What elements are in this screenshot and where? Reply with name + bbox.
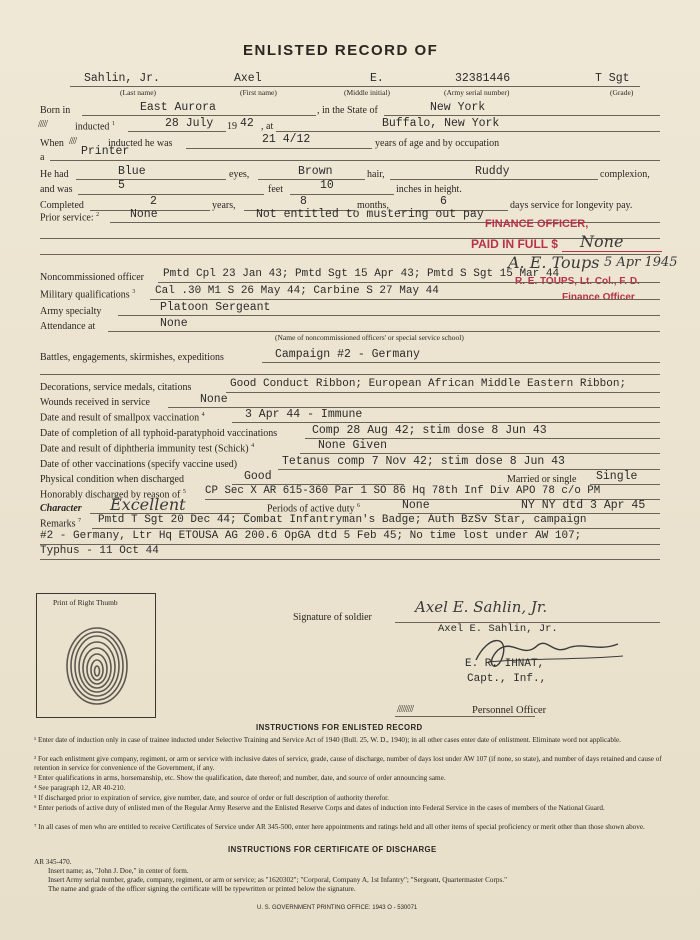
army-specialty-line [118,315,660,316]
years-of-age-label: years of age and by occupation [375,138,500,149]
instruction-4: ⁴ See paragraph 12, AR 40-210. [34,784,126,792]
decorations-line [226,392,660,393]
wounds-label: Wounds received in service [40,397,150,408]
mustering-value: Not entitled to mustering out pay [256,208,484,221]
married-label: Married or single [507,474,577,485]
officer-name: E. R. IHNAT, [465,658,545,670]
character-label: Character [40,503,82,514]
age-line [186,148,372,149]
grade-caption: (Grade) [610,88,634,97]
thumb-print-box [36,593,156,718]
feet-label: feet [268,184,283,195]
nco-line [158,282,660,283]
personnel-line [395,716,535,717]
wounds-line [168,407,660,408]
feet-line [78,194,264,195]
certificate-1: AR 345-470. [34,858,72,866]
enlisted-struck: ///// [38,119,47,130]
complexion-value: Ruddy [475,165,510,178]
first-name-caption: (First name) [240,88,277,97]
state-label: , in the State of [317,105,378,116]
physical-value: Good [244,470,272,483]
when-struck: //// [69,136,77,147]
remarks-line-3: Typhus - 11 Oct 44 [40,545,159,557]
honorably-value: CP Sec X AR 615-360 Par 1 SO 86 Hq 78th Inf Div APO 78 c/o PM [205,485,601,497]
last-name-value: Sahlin, Jr. [84,72,160,85]
decorations-label: Decorations, service medals, citations [40,382,192,393]
serial-caption: (Army serial number) [444,88,510,97]
at-label: , at [261,121,274,132]
middle-initial-caption: (Middle initial) [344,88,391,97]
battles-line-2 [40,374,660,375]
hair-value: Brown [298,165,333,178]
decorations-value: Good Conduct Ribbon; European African Middle Eastern Ribbon; [230,378,627,390]
paid-in-full-stamp: PAID IN FULL $ [471,237,558,251]
finance-officer-title: Finance Officer [562,292,635,303]
remarks-underline-1 [92,528,660,529]
personnel-struck: ///////// [397,704,414,715]
married-value: Single [596,470,638,483]
complexion-label: complexion, [600,169,650,180]
inducted-he-was-label: inducted he was [108,138,173,149]
complexion-line [390,179,598,180]
inducted-at-value: Buffalo, New York [382,117,500,130]
eyes-value: Blue [118,165,146,178]
grade-value: T Sgt [595,72,630,85]
certificate-3: Insert Army serial number, grade, company, regiment, or arm or service; as "1620302"; "Corporal, Company A, 1st Infantry"; "Sergeant, Quartermaster Corps." [48,876,508,884]
remarks-line-1: Pmtd T Sgt 20 Dec 44; Combat Infantryman's Badge; Auth BzSv Star, campaign [98,514,587,526]
remarks-label: Remarks $^7$ [40,518,82,530]
prior-service-label: Prior service: $^2$ [40,212,100,224]
document-title: ENLISTED RECORD OF [243,42,439,59]
periods-label: Periods of active duty $^6$ [267,503,360,515]
born-in-label: Born in [40,105,71,116]
smallpox-value: 3 Apr 44 - Immune [245,408,363,421]
feet-value: 5 [118,179,125,192]
days-service-label: days service for longevity pay. [510,200,633,211]
battles-label: Battles, engagements, skirmishes, expeditions [40,352,224,363]
middle-initial-value: E. [370,72,384,85]
instruction-3: ³ Enter qualifications in arms, horsemanship, etc. Show the qualification, date thereof; and number, date, and source of order announcing same. [34,774,446,782]
prior-line-2 [40,238,660,239]
soldier-signature-handwritten: Axel E. Sahlin, Jr. [415,598,548,616]
thumb-caption: Print of Right Thumb [53,598,118,607]
printer-line: U. S. GOVERNMENT PRINTING OFFICE: 1943 O - 530071 [257,905,418,911]
hair-line [258,179,365,180]
months-value: 8 [300,195,307,208]
diphtheria-label: Date and result of diphtheria immunity test (Schick) $^4$ [40,443,255,455]
at-line [276,131,660,132]
inducted-year-value: 42 [240,117,254,130]
inches-label: inches in height. [396,184,462,195]
last-name-caption: (Last name) [120,88,157,97]
months-label: months, [357,200,389,211]
inducted-line [128,131,226,132]
military-qual-label: Military qualifications $^3$ [40,289,136,301]
eyes-line [76,179,226,180]
diphtheria-line [300,453,660,454]
born-in-value: East Aurora [140,101,216,114]
age-value: 21 4/12 [262,133,311,146]
instruction-2: ² For each enlistment give company, regiment, or arm or service with inclusive dates of service, grade, cause of discharge, number of days lost under AW 107 (if none, so state), and number of days retained and cause of retention in service for convenience of the Government, if any. [34,755,662,772]
remarks-underline-3 [40,559,660,560]
days-value: 6 [440,195,447,208]
physical-label: Physical condition when discharged [40,474,184,485]
state-line [384,115,660,116]
personnel-officer-label: Personnel Officer [472,705,547,716]
military-qual-line [150,299,660,300]
instruction-5: ⁵ If discharged prior to expiration of service, give number, date, and source of order or full description of authority therefor. [34,794,389,802]
serial-number-value: 32381446 [455,72,511,85]
other-vacc-value: Tetanus comp 7 Nov 42; stim dose 8 Jun 43 [282,455,565,468]
diphtheria-value: None Given [318,439,388,452]
finance-signature: A. E. Toups [508,253,600,272]
attendance-label: Attendance at [40,321,96,332]
typhoid-label: Date of completion of all typhoid-paratyphoid vaccinations [40,428,278,439]
finance-officer-name: R. E. TOUPS, Lt. Col., F. D. [515,276,640,287]
paid-amount: None [580,232,624,251]
eyes-label: eyes, [229,169,250,180]
year-prefix: 19 [227,121,237,132]
and-was-label: and was [40,184,73,195]
paid-line [562,251,662,252]
finance-date: 5 Apr 1945 [604,255,678,270]
certificate-heading: INSTRUCTIONS FOR CERTIFICATE OF DISCHARGE [228,845,437,854]
born-line [82,115,316,116]
prior-service-value: None [130,208,158,221]
school-caption: (Name of noncommissioned officers' or special service school) [275,333,464,342]
instruction-7: ⁷ In all cases of men who are entitled to receive Certificates of Service under AR 345-500, enter here appointments and ratings held and all other items of special proficiency or merit other than those shown above. [34,823,645,831]
other-vacc-label: Date of other vaccinations (specify vaccine used) [40,459,238,470]
officer-rank: Capt., Inf., [467,673,547,685]
soldier-name-typed: Axel E. Sahlin, Jr. [438,623,558,635]
periods-value: None [402,499,430,512]
signature-label: Signature of soldier [293,612,372,623]
instructions-heading: INSTRUCTIONS FOR ENLISTED RECORD [256,723,423,732]
smallpox-label: Date and result of smallpox vaccination $^4$ [40,412,205,424]
married-line [590,484,660,485]
first-name-value: Axel [234,72,262,85]
instruction-6: ⁶ Enter periods of active duty of enlisted men of the Regular Army Reserve and the Enlisted Reserve Corps and dates of induction into Federal Service in the cases of members of the National Guard. [34,804,605,812]
inducted-date-value: 28 July [165,117,214,130]
thumbprint-image [37,594,155,717]
attendance-line [108,331,660,332]
occupation-value: Printer [81,145,130,158]
inches-value: 10 [320,179,334,192]
years-label: years, [212,200,236,211]
typhoid-value: Comp 28 Aug 42; stim dose 8 Jun 43 [312,424,547,437]
a-label: a [40,152,45,163]
finance-officer-stamp: FINANCE OFFICER, [485,218,589,230]
instruction-1: ¹ Enter date of induction only in case of trainee inducted under Selective Training and Service Act of 1940 (Bull. 25, W. D., 1940); in all other cases enter date of enlistment. Eliminate word not applicable. [34,736,621,744]
completed-label: Completed [40,200,84,211]
inducted-label: inducted $^1$ [75,121,115,133]
remarks-line-2: #2 - Germany, Ltr Hq ETOUSA AG 200.6 OpGA dtd 5 Feb 45; No time lost under AW 107; [40,530,582,542]
years-value: 2 [150,195,157,208]
wounds-value: None [200,393,228,406]
when-label: When [40,138,64,149]
name-underline [70,86,640,87]
hair-label: hair, [367,169,385,180]
certificate-4: The name and grade of the officer signing the certificate will be typewritten or printed below the signature. [48,885,356,893]
nco-label: Noncommissioned officer [40,272,144,283]
state-value: New York [430,101,486,114]
army-specialty-label: Army specialty [40,306,102,317]
certificate-2: Insert name; as, "John J. Doe," in center of form. [48,867,189,875]
battles-line [262,362,660,363]
army-specialty-value: Platoon Sergeant [160,301,271,314]
nco-value: Pmtd Cpl 23 Jan 43; Pmtd Sgt 15 Apr 43; Pmtd S Sgt 15 Mar 44 [163,268,560,280]
character-value: Excellent [110,495,186,514]
he-had-label: He had [40,169,69,180]
smallpox-line [232,422,660,423]
honorably-label: Honorably discharged by reason of $^5$ [40,489,186,501]
occupation-line [50,160,660,161]
battles-value: Campaign #2 - Germany [275,348,420,361]
periods-value-2: NY NY dtd 3 Apr 45 [521,499,646,512]
military-qual-value: Cal .30 M1 S 26 May 44; Carbine S 27 May 44 [155,285,439,297]
attendance-value: None [160,317,188,330]
